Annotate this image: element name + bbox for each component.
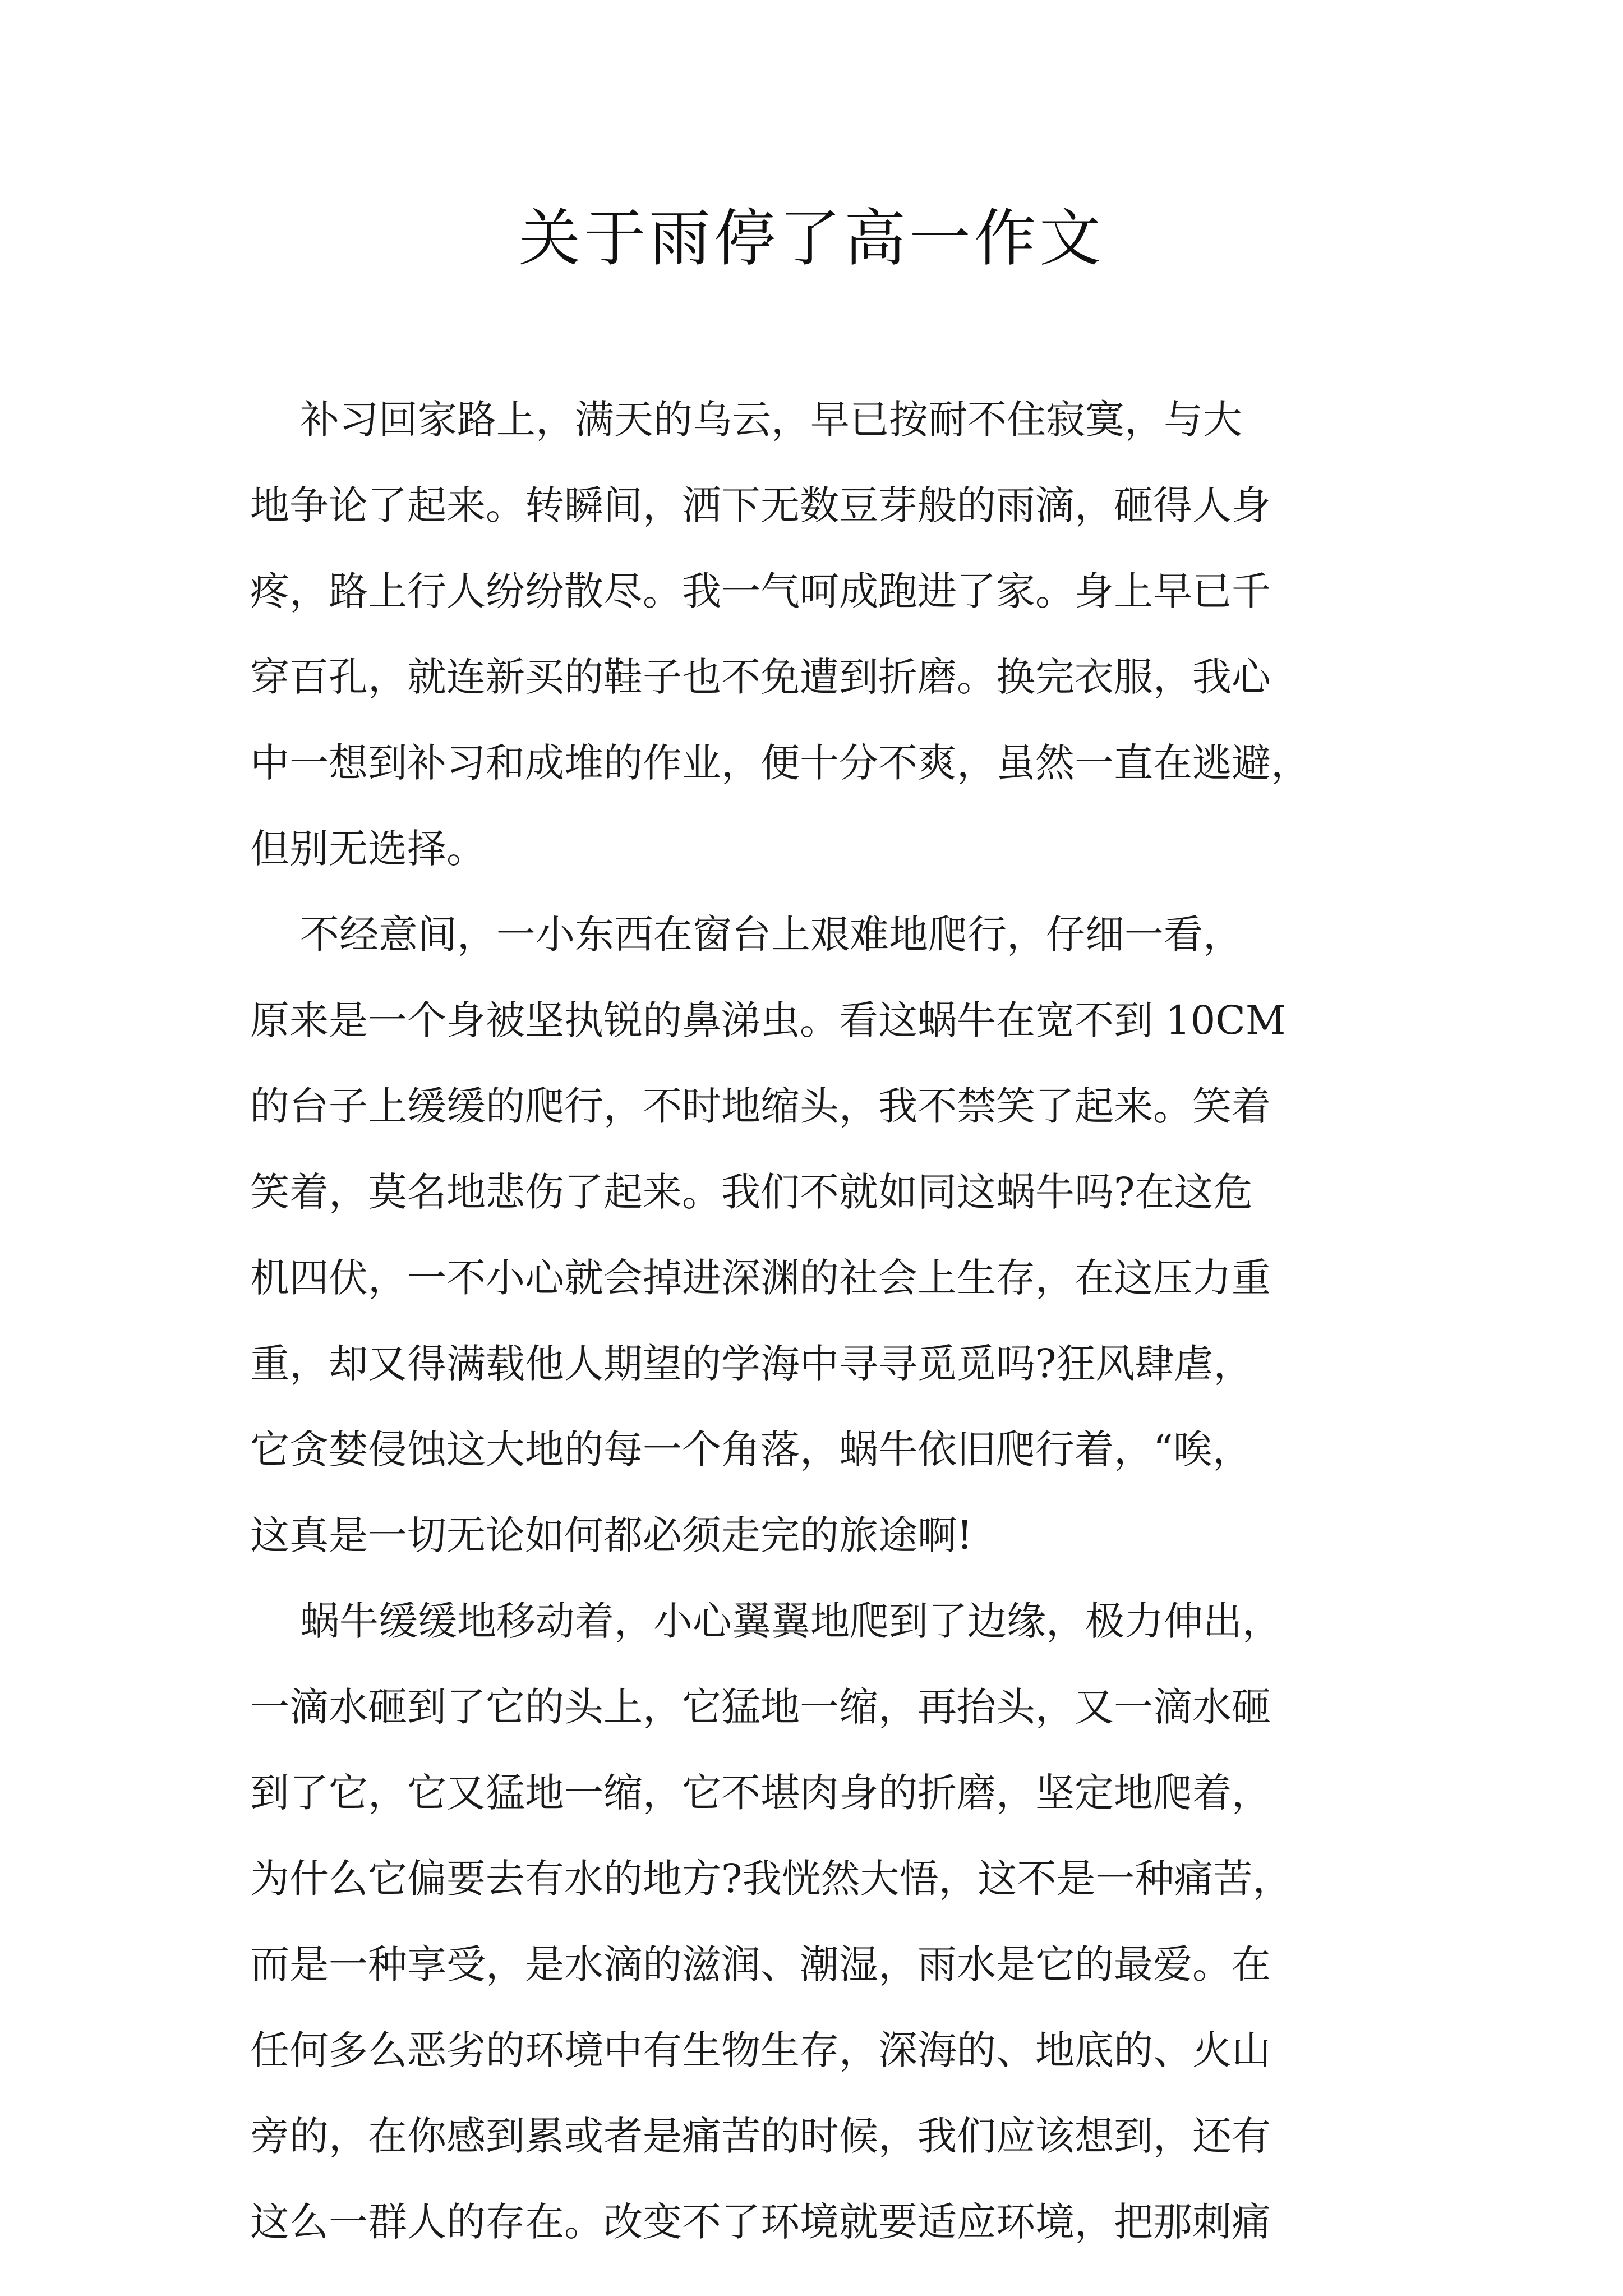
text-line: 的台子上缓缓的爬行，不时地缩头，我不禁笑了起来。笑着	[250, 1083, 1271, 1129]
text-line: 为什么它偏要去有水的地方?我恍然大悟，这不是一种痛苦，	[250, 1856, 1292, 1902]
text-line: 不经意间，一小东西在窗台上艰难地爬行，仔细一看，	[250, 912, 1243, 958]
text-line: 旁的，在你感到累或者是痛苦的时候，我们应该想到，还有	[250, 2113, 1271, 2159]
text-line: 笑着，莫名地悲伤了起来。我们不就如同这蜗牛吗?在这危	[250, 1169, 1253, 1215]
text-line: 重，却又得满载他人期望的学海中寻寻觅觅吗?狂风肆虐，	[250, 1341, 1253, 1387]
text-line: 地争论了起来。转瞬间，洒下无数豆芽般的雨滴，砸得人身	[250, 482, 1271, 528]
text-line: 一滴水砸到了它的头上，它猛地一缩，再抬头，又一滴水砸	[250, 1684, 1271, 1730]
text-line: 它贪婪侵蚀这大地的每一个角落，蜗牛依旧爬行着，“唉，	[250, 1427, 1252, 1473]
text-line: 蜗牛缓缓地移动着，小心翼翼地爬到了边缘，极力伸出，	[250, 1598, 1282, 1644]
text-line: 穿百孔，就连新买的鞋子也不免遭到折磨。换完衣服，我心	[250, 654, 1271, 700]
document-body	[250, 377, 1377, 2265]
text-line: 原来是一个身被坚执锐的鼻涕虫。看这蜗牛在宽不到 10CM	[250, 997, 1286, 1043]
text-line: 这么一群人的存在。改变不了环境就要适应环境，把那刺痛	[250, 2199, 1271, 2245]
text-line: 机四伏，一不小心就会掉进深渊的社会上生存，在这压力重	[250, 1255, 1271, 1301]
text-line: 到了它，它又猛地一缩，它不堪肉身的折磨，坚定地爬着，	[250, 1770, 1271, 1816]
text-line: 疼，路上行人纷纷散尽。我一气呵成跑进了家。身上早已千	[250, 568, 1271, 614]
document-title: 关于雨停了高一作文	[519, 203, 1104, 274]
text-line: 补习回家路上，满天的乌云，早已按耐不住寂寞，与大	[250, 397, 1243, 443]
text-line: 这真是一切无论如何都必须走完的旅途啊!	[250, 1512, 973, 1558]
text-line: 但别无选择。	[250, 826, 486, 872]
text-line: 而是一种享受，是水滴的滋润、潮湿，雨水是它的最爱。在	[250, 1941, 1271, 1987]
text-line: 任何多么恶劣的环境中有生物生存，深海的、地底的、火山	[250, 2027, 1271, 2073]
text-line: 中一想到补习和成堆的作业，便十分不爽，虽然一直在逃避，	[250, 740, 1310, 786]
